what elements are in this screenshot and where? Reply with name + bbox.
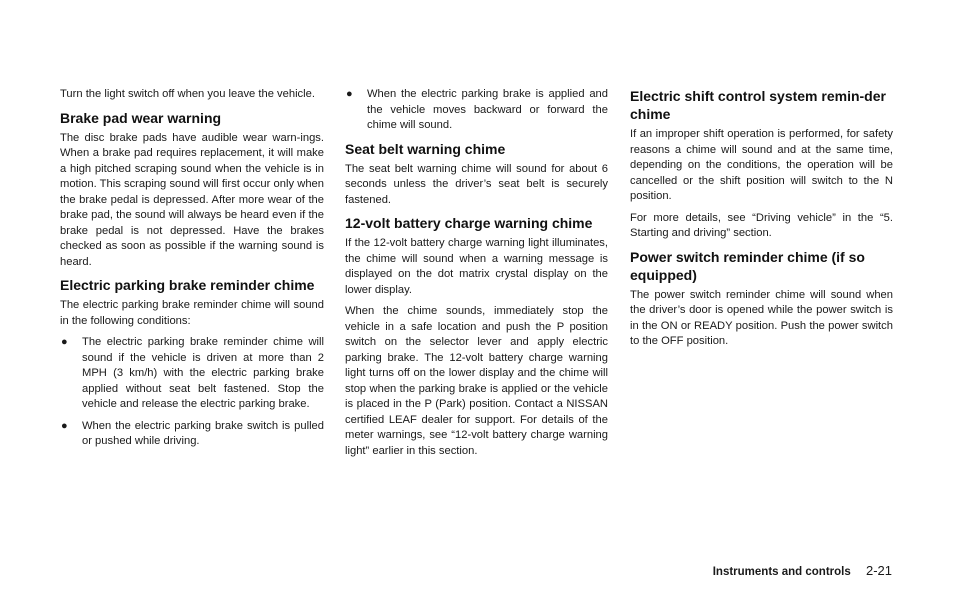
bullet-icon: ● [346,88,353,100]
battery-heading: 12-volt battery charge warning chime [345,215,593,231]
column-middle [345,87,608,465]
brake-pad-paragraph: The disc brake pads have audible wear warn-ings. When a brake pad requires replacement, it will make a high pitched scraping sound when the vehicle is in motion. This scraping sound will first occur only when the brake pedal is depressed. After more wear of the brake pad, the sound will always be heard even if the brake pedal is not depressed. Have the brakes checked as soon as possible if the warning sound is heard. [60,131,324,268]
shift-heading: Electric shift control system remin-der chime [630,88,886,122]
column-right [630,87,893,356]
footer-section-title: Instruments and controls [712,566,851,578]
list-item-text: When the electric parking brake is applied and the vehicle moves backward or forward the chime will sound. [367,88,608,131]
bullet-icon: ● [61,336,68,348]
list-item [60,419,324,450]
list-item [60,335,324,413]
intro-paragraph: Turn the light switch off when you leave the vehicle. [60,88,315,100]
bullet-icon: ● [61,419,68,432]
shift-paragraph-1: If an improper shift operation is performed, for safety reasons a chime will sound and at the same time, depending on the conditions, the operation will be cancelled or the shift position will switch to the N position. [630,128,893,202]
battery-paragraph-2: When the chime sounds, immediately stop the vehicle in a safe location and push the P position switch on the selector lever and apply electric parking brake. The 12-volt battery charge warning light turns off on the lower display and the chime will stop when the parking brake is applied or the vehicle is placed in the P (Park) position. Contact a NISSAN certified LEAF dealer for support. For details of the meter warnings, see “12-volt battery charge warning light” earlier in this section. [345,305,608,457]
shift-paragraph-2: For more details, see “Driving vehicle” in the “5. Starting and driving” section. [630,211,893,239]
seat-belt-heading: Seat belt warning chime [345,140,506,157]
list-item-text: When the electric parking brake switch is pulled or pushed while driving. [82,419,324,447]
page-number: 2-21 [865,563,892,578]
epb-heading: Electric parking brake reminder chime [60,277,315,293]
page-footer [713,563,892,580]
battery-paragraph-1: If the 12-volt battery charge warning light illuminates, the chime will sound when a warning message is displayed on the dot matrix crystal display on the lower display. [345,237,608,296]
epb-bullet-list [60,335,324,450]
list-item-text: The electric parking brake reminder chime will sound if the vehicle is driven at more than 2 MPH (3 km/h) with the electric parking brake applied without seat belt fastened. Stop the vehicle and release the electric parking brake. [82,336,324,410]
brake-pad-heading: Brake pad wear warning [60,109,222,126]
list-item [345,87,608,134]
epb-bullet-list-continued [345,87,608,134]
power-switch-heading: Power switch reminder chime (if so equipped) [630,248,865,283]
epb-paragraph: The electric parking brake reminder chime will sound in the following conditions: [60,299,324,327]
seat-belt-paragraph: The seat belt warning chime will sound for about 6 seconds unless the driver’s seat belt is securely fastened. [345,162,608,206]
power-switch-paragraph: The power switch reminder chime will sound when the driver’s door is opened while the power switch is in the ON or READY position. Push the power switch to the OFF position. [630,288,893,347]
column-left [60,87,324,456]
